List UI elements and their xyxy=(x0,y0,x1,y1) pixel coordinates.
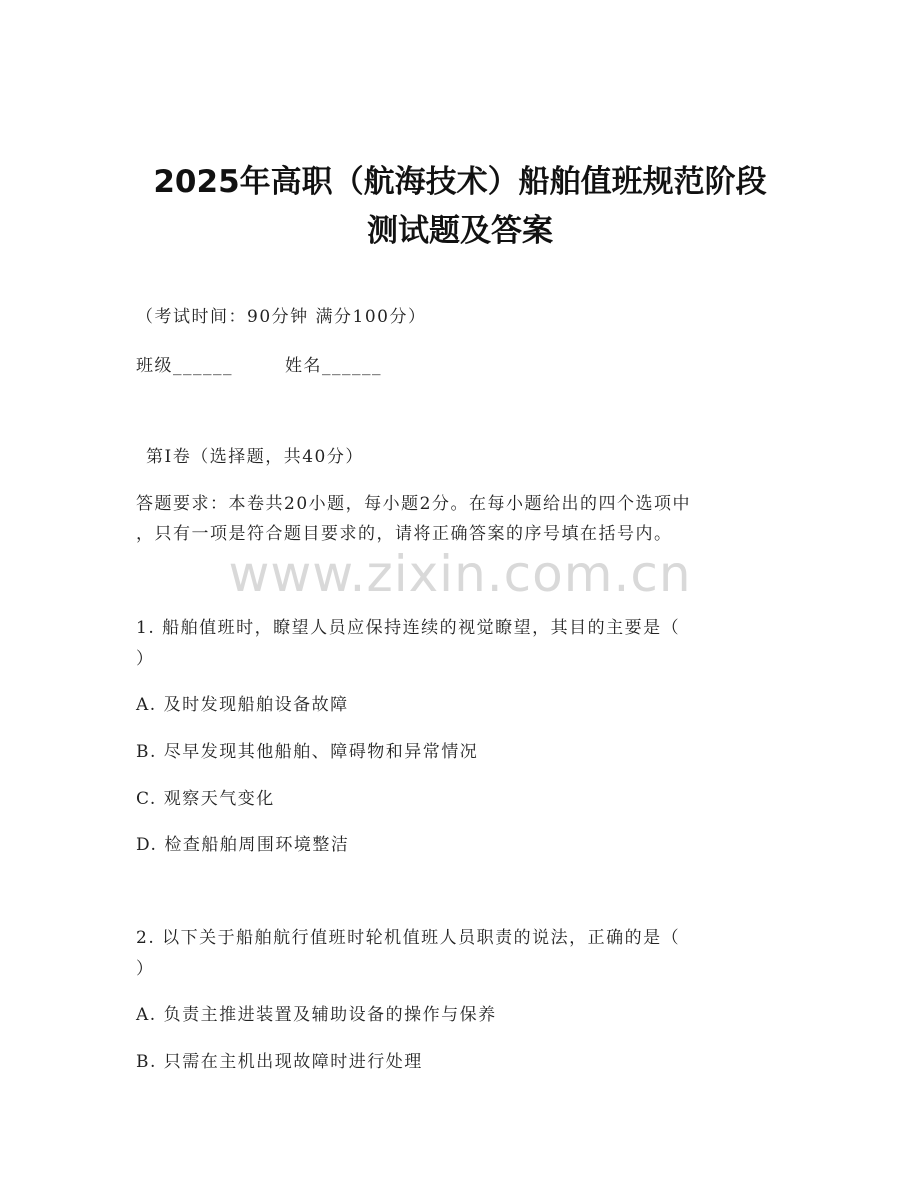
question-2-stem-line-2: ） xyxy=(136,959,155,979)
name-field: 姓名______ xyxy=(285,356,382,376)
section-title: 第I卷（选择题，共40分） xyxy=(146,447,364,467)
watermark: www.zixin.com.cn xyxy=(228,545,692,603)
student-fields xyxy=(136,351,382,376)
instructions-line-2: ，只有一项是符合题目要求的，请将正确答案的序号填在括号内。 xyxy=(136,524,673,544)
question-1-stem-line-1: 1. 船舶值班时，瞭望人员应保持连续的视觉瞭望，其目的主要是（ xyxy=(136,618,681,638)
document-title-line-1: 2025年高职（航海技术）船舶值班规范阶段 xyxy=(153,164,767,200)
exam-info: （考试时间：90分钟 满分100分） xyxy=(136,307,427,327)
document-title-line-2: 测试题及答案 xyxy=(367,213,553,249)
class-field: 班级______ xyxy=(136,356,233,376)
question-2-option-b: B. 只需在主机出现故障时进行处理 xyxy=(136,1052,423,1072)
question-1-stem-line-2: ） xyxy=(136,649,155,669)
question-2-stem-line-1: 2. 以下关于船舶航行值班时轮机值班人员职责的说法，正确的是（ xyxy=(136,928,681,948)
question-1-option-b: B. 尽早发现其他船舶、障碍物和异常情况 xyxy=(136,742,479,762)
question-1-option-c: C. 观察天气变化 xyxy=(136,789,275,809)
instructions-line-1: 答题要求：本卷共20小题，每小题2分。在每小题给出的四个选项中 xyxy=(136,494,691,514)
question-1-option-a: A. 及时发现船舶设备故障 xyxy=(136,695,349,715)
question-2-option-a: A. 负责主推进装置及辅助设备的操作与保养 xyxy=(136,1005,497,1025)
question-1-option-d: D. 检查船舶周围环境整洁 xyxy=(136,835,350,855)
